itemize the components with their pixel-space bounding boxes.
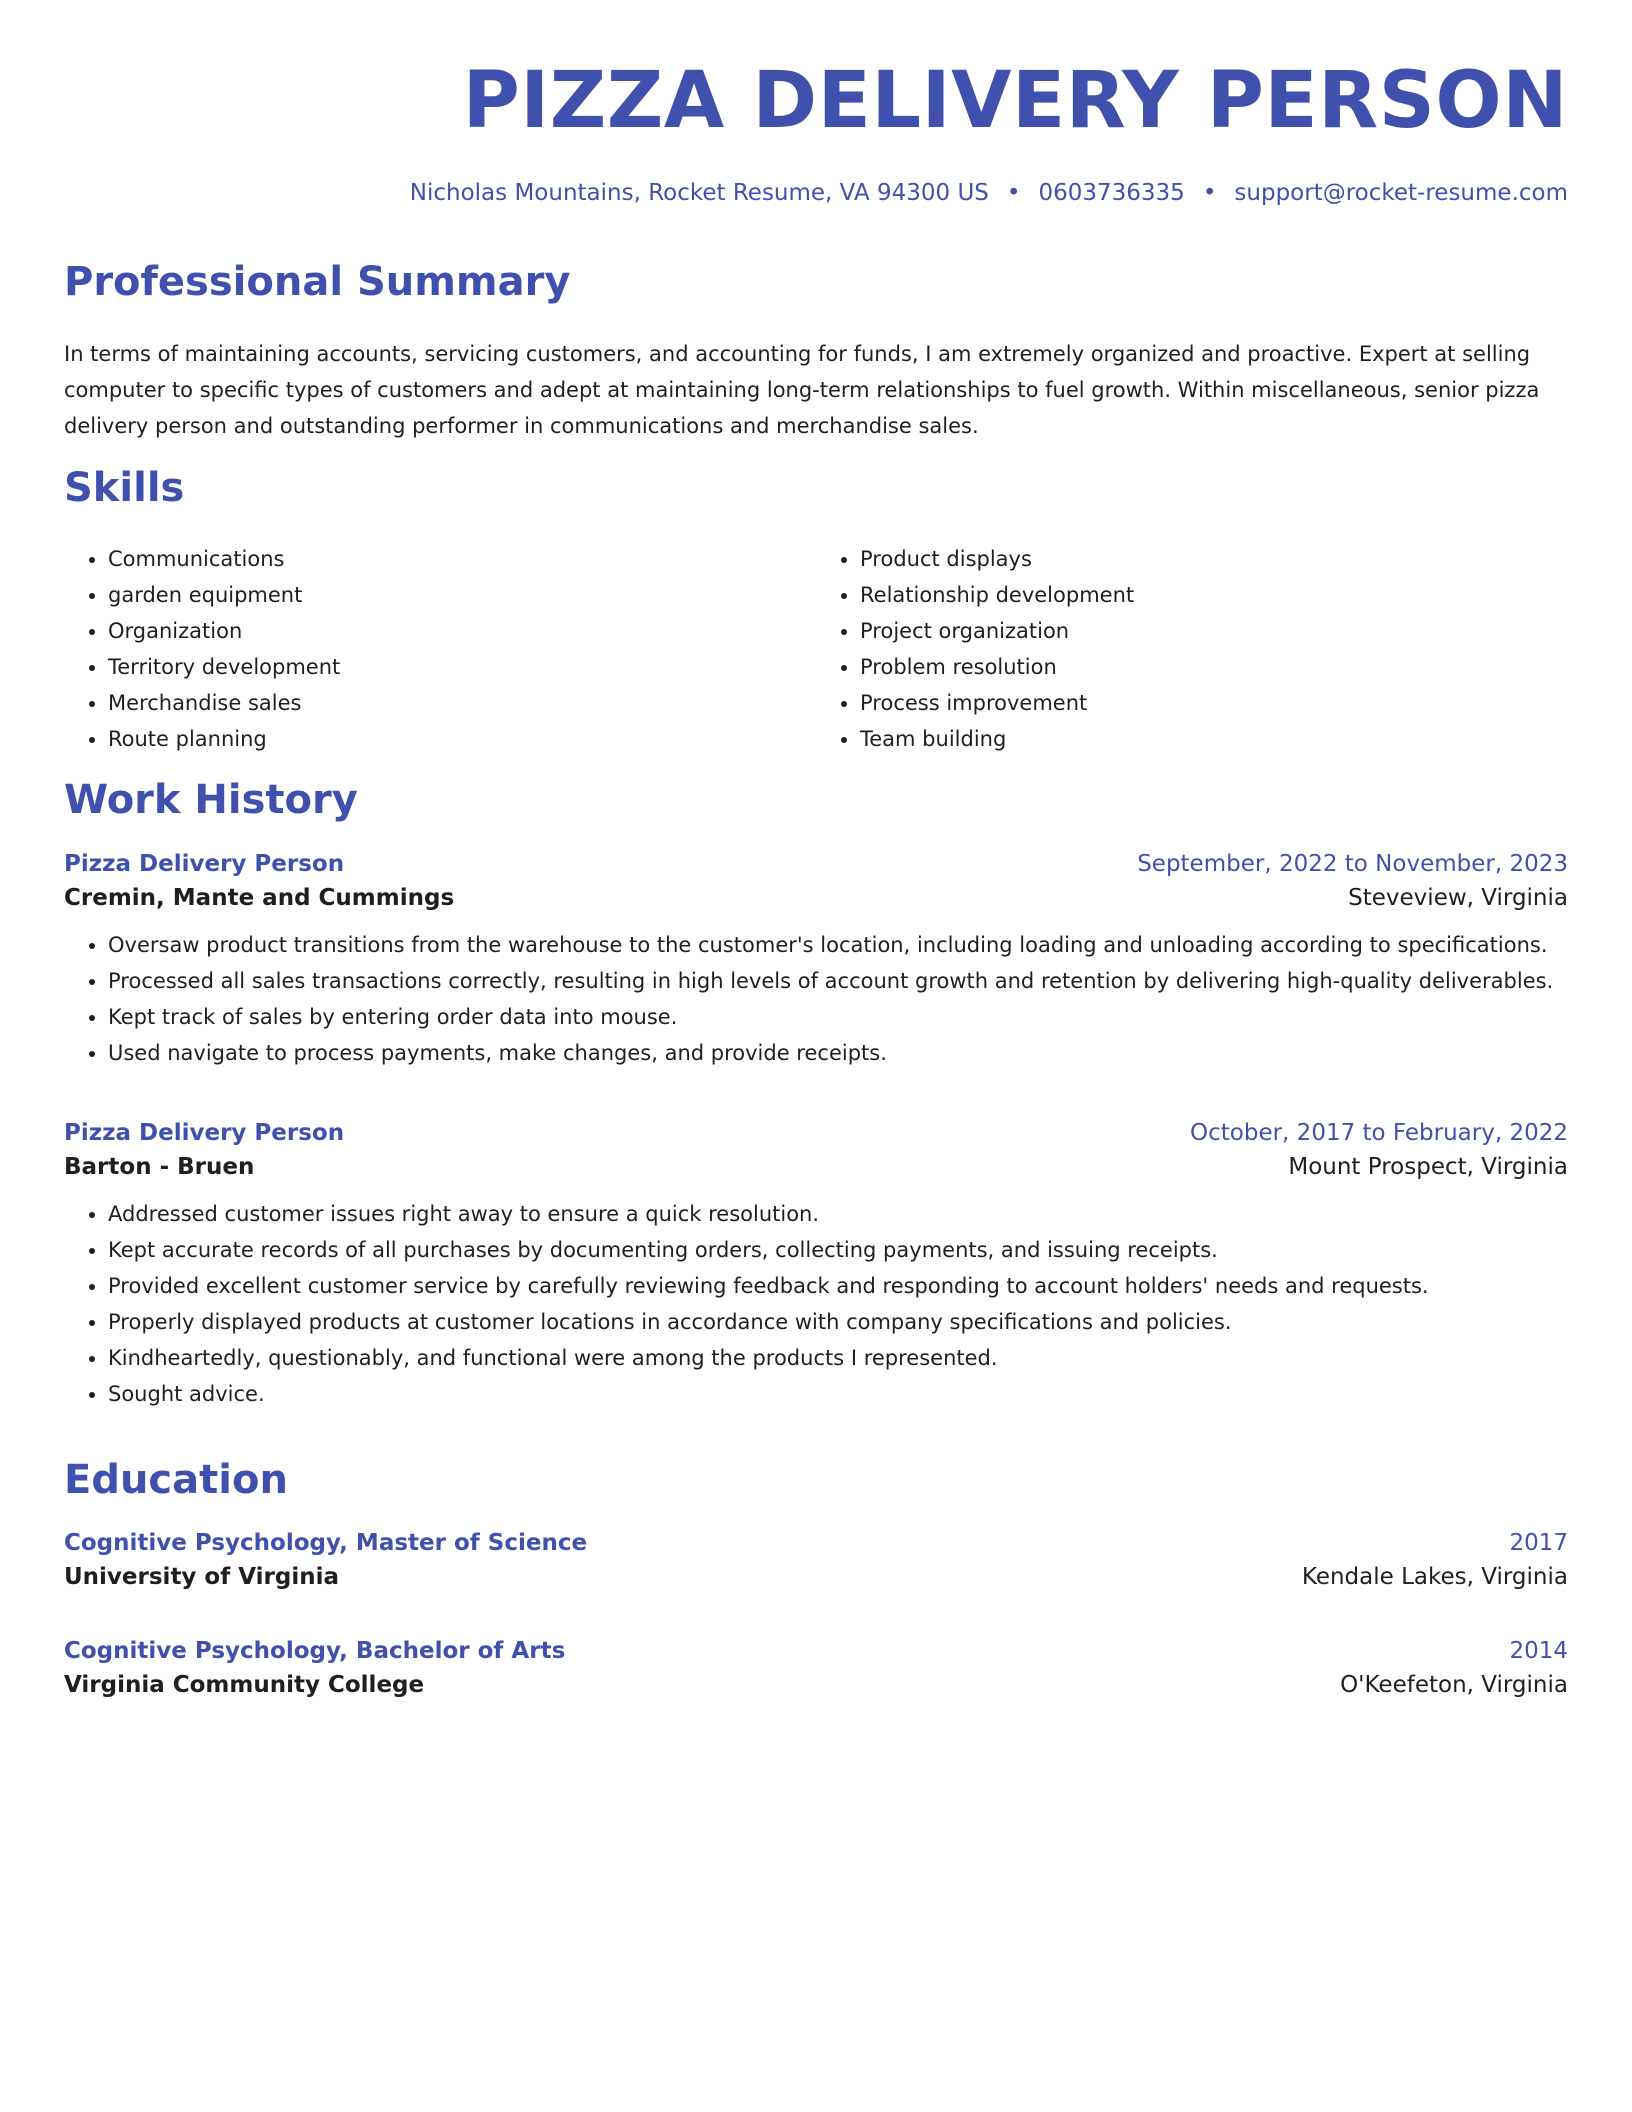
- job-bullet: • Addressed customer issues right away to ensure a quick resolution.: [108, 1196, 1568, 1232]
- job-company-row: [64, 1154, 1568, 1180]
- skill-item: • Product displays: [860, 541, 1568, 577]
- skill-item: • Organization: [108, 613, 816, 649]
- education-entry: [64, 1530, 1568, 1590]
- job-bullet: • Processed all sales transactions correctly, resulting in high levels of account growth and retention by delivering high-quality deliverables.: [108, 963, 1568, 999]
- contact-separator: •: [1006, 180, 1021, 206]
- job-role: Pizza Delivery Person: [64, 851, 345, 877]
- job-bullet: • Kept accurate records of all purchases by documenting orders, collecting payments, and issuing receipts.: [108, 1232, 1568, 1268]
- resume-page: [64, 0, 1568, 1698]
- job-company-row: [64, 885, 1568, 911]
- summary-text: In terms of maintaining accounts, servicing customers, and accounting for funds, I am extremely organized and proactive. Expert at selling computer to specific types of customers and adept at maintaining long-term relationships to fuel growth. Within miscellaneous, senior pizza delivery person and outstanding performer in communications and merchandise sales.: [64, 342, 1540, 438]
- job-bullet: • Oversaw product transitions from the warehouse to the customer's location, including loading and unloading according to specifications.: [108, 927, 1568, 963]
- job-entry: [64, 851, 1568, 1071]
- education-school-row: [64, 1672, 1568, 1698]
- job-dates: October, 2017 to February, 2022: [1190, 1120, 1568, 1146]
- contact-phone: 0603736335: [1038, 180, 1185, 206]
- education-entry: [64, 1638, 1568, 1698]
- education-degree: Cognitive Psychology, Bachelor of Arts: [64, 1638, 566, 1664]
- skill-item: • Problem resolution: [860, 649, 1568, 685]
- skills-list: [64, 541, 1568, 757]
- skill-item: • Route planning: [108, 721, 816, 757]
- education-location: O'Keefeton, Virginia: [1340, 1672, 1568, 1698]
- job-header-row: [64, 1120, 1568, 1146]
- education-year: 2014: [1509, 1638, 1568, 1664]
- job-bullet: • Properly displayed products at customer locations in accordance with company specifications and policies.: [108, 1304, 1568, 1340]
- skill-item: • Process improvement: [860, 685, 1568, 721]
- resume-title: PIZZA DELIVERY PERSON: [462, 56, 1568, 146]
- job-bullet: • Used navigate to process payments, make changes, and provide receipts.: [108, 1035, 1568, 1071]
- job-bullet: • Provided excellent customer service by carefully reviewing feedback and responding to account holders' needs and requests.: [108, 1268, 1568, 1304]
- education-school: Virginia Community College: [64, 1672, 425, 1698]
- section-title-summary: Professional Summary: [64, 259, 571, 305]
- skill-item: • Relationship development: [860, 577, 1568, 613]
- skills-column-right: [816, 541, 1568, 757]
- skills-column-left: [64, 541, 816, 757]
- section-title-education: Education: [64, 1457, 288, 1503]
- skill-item: • Communications: [108, 541, 816, 577]
- job-dates: September, 2022 to November, 2023: [1137, 851, 1568, 877]
- job-bullets: [64, 1196, 1568, 1412]
- skill-item: • Team building: [860, 721, 1568, 757]
- education-school: University of Virginia: [64, 1564, 340, 1590]
- job-entry: [64, 1120, 1568, 1412]
- section-title-skills: Skills: [64, 465, 185, 511]
- education-header-row: [64, 1530, 1568, 1556]
- job-header-row: [64, 851, 1568, 877]
- education-year: 2017: [1509, 1530, 1568, 1556]
- job-location: Steveview, Virginia: [1348, 885, 1568, 911]
- skill-item: • Project organization: [860, 613, 1568, 649]
- job-bullets: [64, 927, 1568, 1071]
- job-bullet: • Sought advice.: [108, 1376, 1568, 1412]
- contact-email[interactable]: support@rocket-resume.com: [1234, 180, 1568, 206]
- section-title-work-history: Work History: [64, 777, 358, 823]
- education-school-row: [64, 1564, 1568, 1590]
- job-bullet: • Kept track of sales by entering order data into mouse.: [108, 999, 1568, 1035]
- contact-separator: •: [1202, 180, 1217, 206]
- job-location: Mount Prospect, Virginia: [1288, 1154, 1568, 1180]
- job-company: Barton - Bruen: [64, 1154, 255, 1180]
- job-company: Cremin, Mante and Cummings: [64, 885, 455, 911]
- education-header-row: [64, 1638, 1568, 1664]
- contact-line: [64, 180, 1568, 210]
- job-bullet: • Kindheartedly, questionably, and functional were among the products I represented.: [108, 1340, 1568, 1376]
- education-degree: Cognitive Psychology, Master of Science: [64, 1530, 588, 1556]
- education-location: Kendale Lakes, Virginia: [1301, 1564, 1568, 1590]
- job-role: Pizza Delivery Person: [64, 1120, 345, 1146]
- skill-item: • garden equipment: [108, 577, 816, 613]
- contact-address: Nicholas Mountains, Rocket Resume, VA 94300 US: [409, 180, 989, 206]
- skill-item: • Territory development: [108, 649, 816, 685]
- skill-item: • Merchandise sales: [108, 685, 816, 721]
